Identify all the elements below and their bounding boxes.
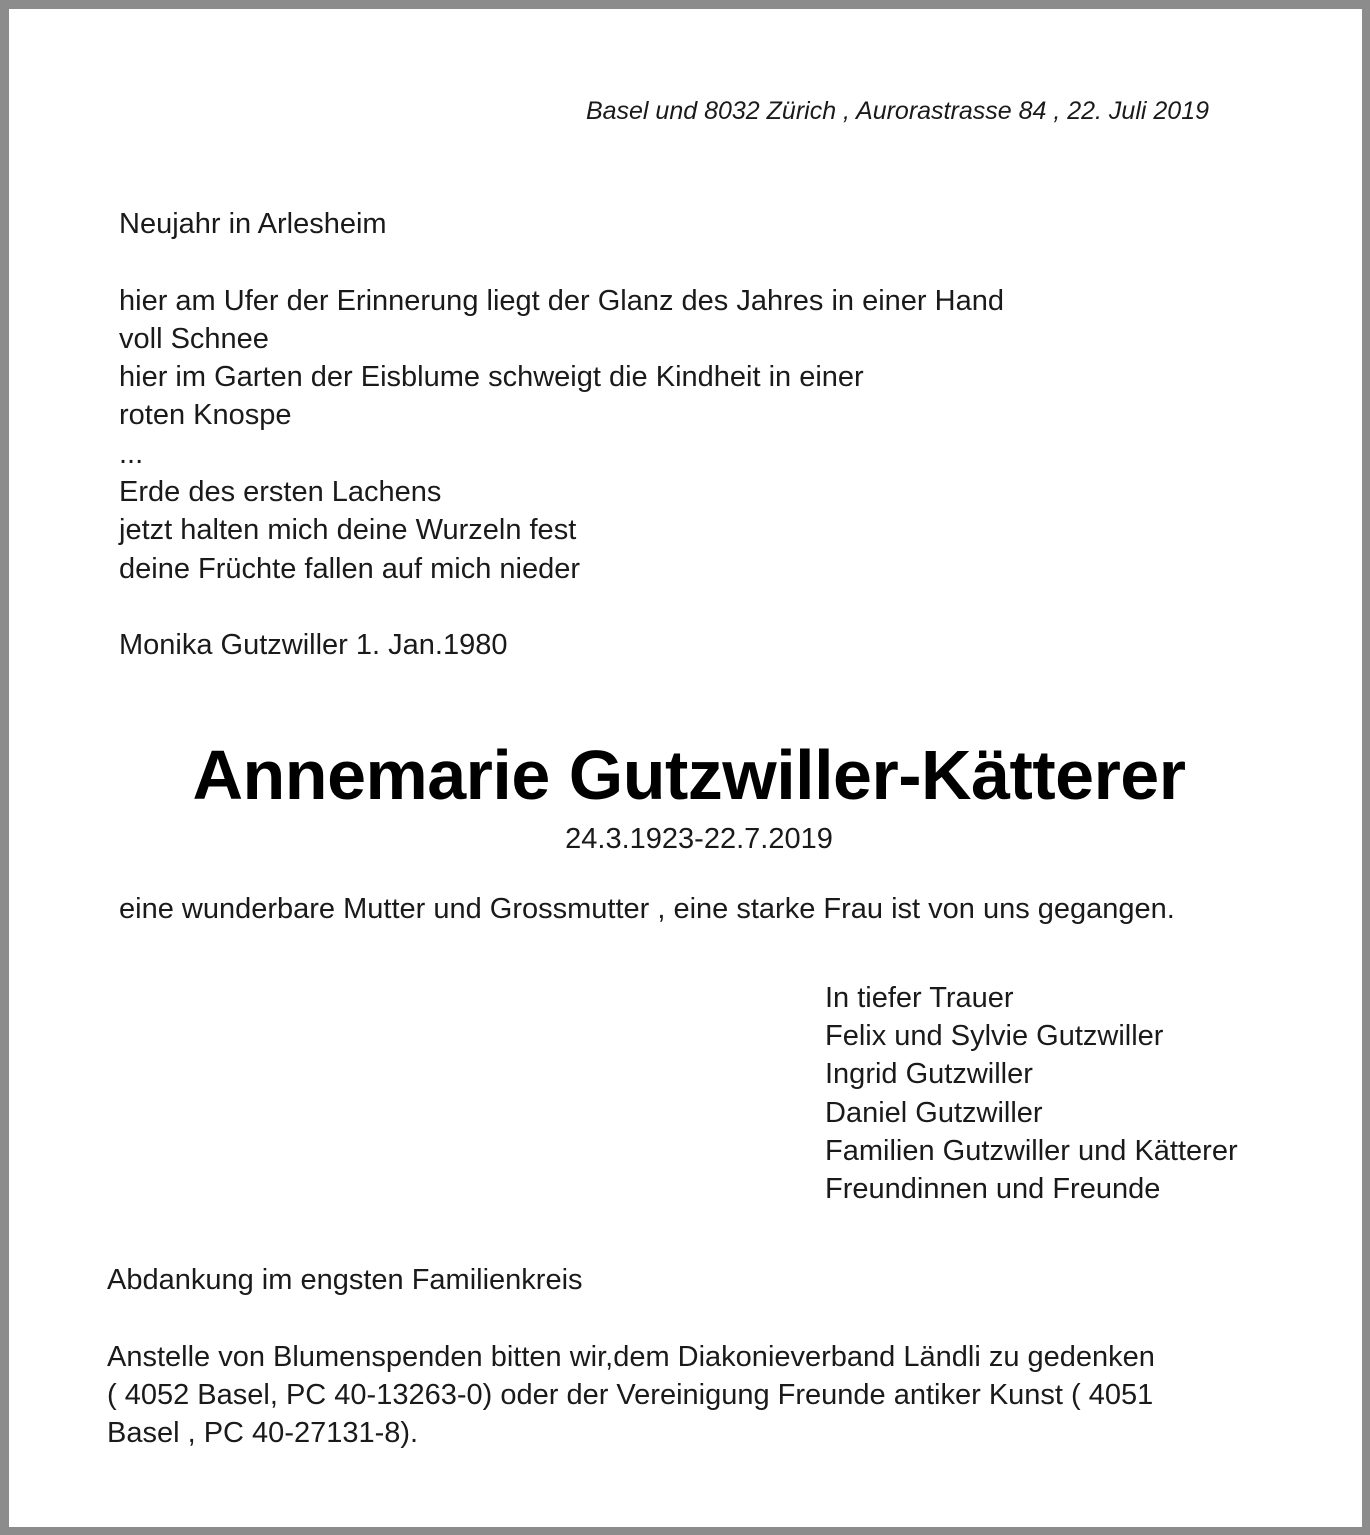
funeral-notice [107, 1261, 1327, 1452]
poem-line: hier am Ufer der Erinnerung liegt der Glanz des Jahres in einer Hand [119, 284, 1004, 317]
mourner-line: Freundinnen und Freunde [825, 1172, 1161, 1205]
mourner-line: In tiefer Trauer [825, 982, 1014, 1014]
deceased-name: Annemarie Gutzwiller-Kätterer [192, 736, 1186, 814]
poem-line: Erde des ersten Lachens [119, 476, 442, 509]
poem-line: roten Knospe [119, 399, 292, 432]
tribute-text: eine wunderbare Mutter und Grossmutter , eine starke Frau ist von uns gegangen. [119, 893, 1175, 925]
poem-line: jetzt halten mich deine Wurzeln fest [119, 514, 577, 547]
mourner-line: Felix und Sylvie Gutzwiller [825, 1020, 1164, 1053]
ceremony-text: Abdankung im engsten Familienkreis [107, 1264, 583, 1296]
poem-line: deine Früchte fallen auf mich nieder [119, 552, 581, 585]
poem-author: Monika Gutzwiller 1. Jan.1980 [119, 629, 508, 662]
poem-spacer [119, 243, 1004, 281]
poem [119, 205, 1004, 665]
donation-line: Anstelle von Blumenspenden bitten wir,dem Diakonieverband Ländli zu gedenken [107, 1340, 1155, 1373]
mourner-line: Daniel Gutzwiller [825, 1096, 1043, 1129]
life-dates: 24.3.1923-22.7.2019 [565, 823, 833, 855]
poem-line: ... [119, 437, 144, 470]
mourners-list [825, 979, 1238, 1208]
donation-line: ( 4052 Basel, PC 40-13263-0) oder der Vereinigung Freunde antiker Kunst ( 4051 [107, 1378, 1154, 1411]
obituary-page [9, 9, 1362, 1527]
poem-spacer [119, 588, 1004, 626]
place-date-line: Basel und 8032 Zürich , Aurorastrasse 84 , 22. Juli 2019 [585, 97, 1209, 125]
poem-line: voll Schnee [119, 322, 269, 355]
donation-line: Basel , PC 40-27131-8). [107, 1417, 419, 1450]
mourner-line: Familien Gutzwiller und Kätterer [825, 1134, 1238, 1167]
mourner-line: Ingrid Gutzwiller [825, 1058, 1033, 1091]
notice-spacer [107, 1299, 1327, 1337]
poem-line: hier im Garten der Eisblume schweigt die Kindheit in einer [119, 361, 864, 394]
poem-title: Neujahr in Arlesheim [119, 208, 387, 240]
